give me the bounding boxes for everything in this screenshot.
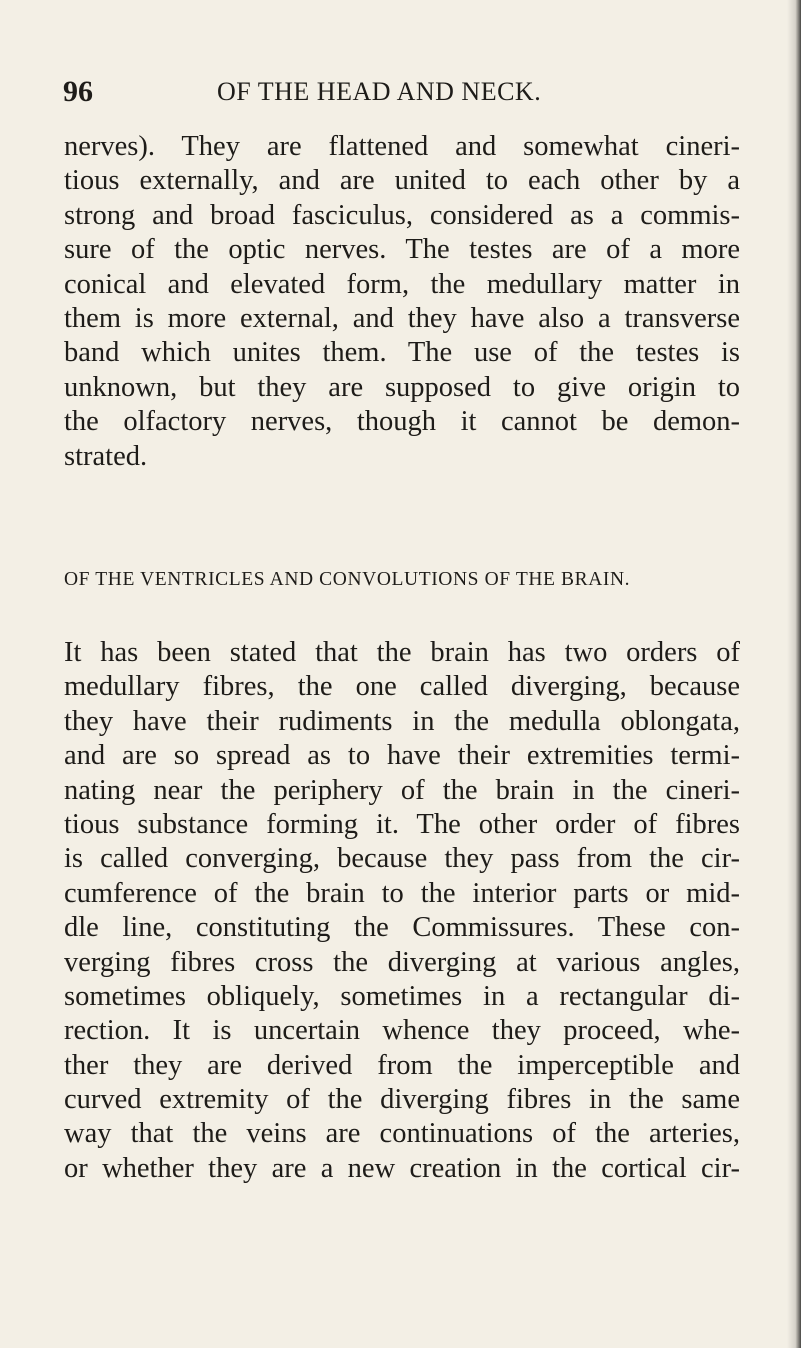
text-line: strong and broad fasciculus, considered as a commis- [64, 199, 740, 231]
text-line: tious substance forming it. The other order of fibres [64, 808, 740, 840]
paragraph-nerves-testes [64, 130, 740, 474]
text-line: sometimes obliquely, sometimes in a rectangular di- [64, 980, 740, 1012]
running-head-title: OF THE HEAD AND NECK. [217, 77, 542, 106]
text-line: verging fibres cross the diverging at various angles, [64, 946, 740, 978]
text-line: medullary fibres, the one called diverging, because [64, 671, 740, 703]
text-line: It has been stated that the brain has two orders of [64, 637, 740, 668]
text-line: rection. It is uncertain whence they proceed, whe- [64, 1015, 740, 1047]
text-line: nerves). They are flattened and somewhat cineri- [64, 131, 740, 162]
text-line: or whether they are a new creation in the cortical cir- [64, 1152, 740, 1184]
text-line: cumference of the brain to the interior parts or mid- [64, 877, 740, 909]
text-line: nating near the periphery of the brain in the cineri- [64, 774, 740, 806]
page-edge-shadow [787, 0, 801, 1348]
text-line: dle line, constituting the Commissures. These con- [64, 912, 740, 944]
text-line: is called converging, because they pass from the cir- [64, 843, 740, 875]
text-line: unknown, but they are supposed to give origin to [64, 371, 740, 403]
text-line: tious externally, and are united to each other by a [64, 165, 740, 197]
running-head [63, 72, 743, 112]
text-line: way that the veins are continuations of the arteries, [64, 1118, 740, 1150]
text-line: and are so spread as to have their extremities termi- [64, 740, 740, 772]
text-line: ther they are derived from the imperceptible and [64, 1049, 740, 1081]
page-number: 96 [63, 75, 93, 108]
text-line: the olfactory nerves, though it cannot be demon- [64, 406, 740, 438]
text-line: them is more external, and they have also a transverse [64, 302, 740, 334]
paragraph-medullary-fibres [64, 636, 740, 1186]
text-line: conical and elevated form, the medullary matter in [64, 268, 740, 300]
text-line: strated. [64, 440, 148, 472]
text-line: they have their rudiments in the medulla oblongata, [64, 705, 740, 737]
text-line: curved extremity of the diverging fibres in the same [64, 1084, 740, 1116]
text-line: sure of the optic nerves. The testes are of a more [64, 234, 740, 266]
section-heading: OF THE VENTRICLES AND CONVOLUTIONS OF THE BRAIN. [64, 569, 631, 590]
text-line: band which unites them. The use of the testes is [64, 337, 740, 369]
